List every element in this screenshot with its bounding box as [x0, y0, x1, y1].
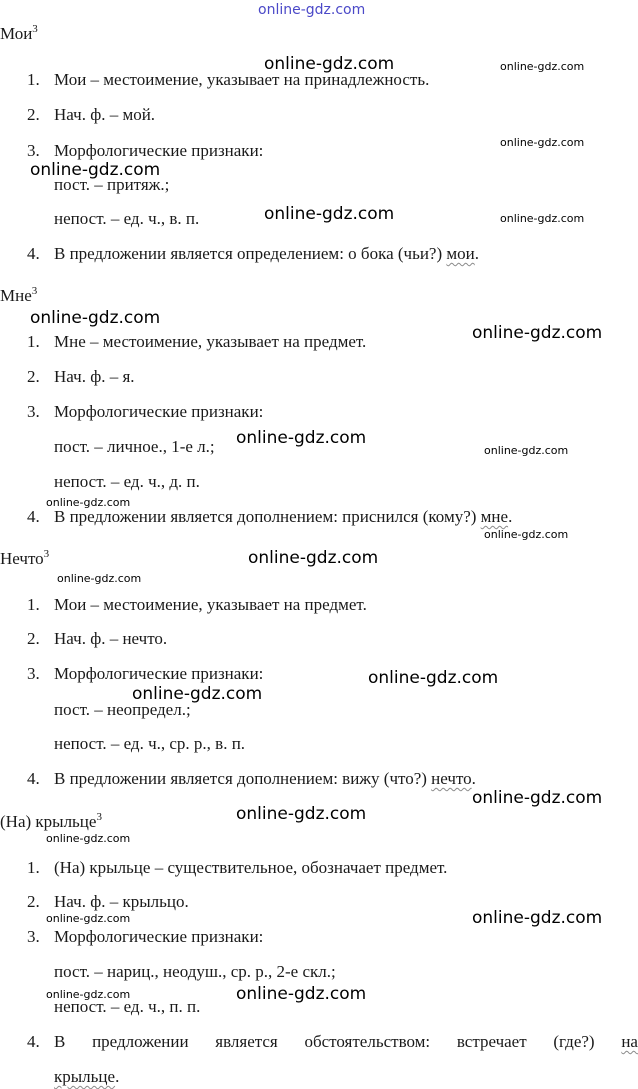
item-number: 3. [27, 141, 40, 160]
answer-word: на [621, 1032, 638, 1051]
watermark: online-gdz.com [472, 788, 603, 808]
item-number: 2. [27, 629, 40, 648]
watermark: online-gdz.com [30, 160, 161, 180]
watermark: online-gdz.com [46, 832, 131, 845]
answer-word: мне [480, 507, 509, 526]
item-text: В предложении является обстоятельством: встречает (где?) на [54, 1032, 638, 1051]
watermark: online-gdz.com [472, 908, 603, 928]
watermark: online-gdz.com [500, 212, 585, 225]
item-text: Мои – местоимение, указывает на предмет. [54, 595, 367, 614]
item-text: (На) крыльце – существительное, обозначает предмет. [54, 858, 448, 877]
section-title: Мои$^3$ [0, 23, 38, 43]
item-number: 1. [27, 70, 40, 89]
item-subtext: непост. – ед. ч., в. п. [54, 209, 200, 228]
item-text: Нач. ф. – я. [54, 367, 135, 386]
watermark: online-gdz.com [132, 684, 263, 704]
item-text: В предложении является дополнением: приснился (кому?) мне. [54, 507, 513, 526]
item-number: 3. [27, 402, 40, 421]
item-text: Морфологические признаки: [54, 141, 264, 160]
item-text: Морфологические признаки: [54, 402, 264, 421]
watermark: online-gdz.com [248, 548, 379, 568]
section-title: Мне$^3$ [0, 285, 38, 305]
item-text-continued: крыльце. [54, 1067, 120, 1086]
item-number: 2. [27, 892, 40, 911]
top-watermark: online-gdz.com [258, 2, 366, 18]
answer-word: крыльце [54, 1067, 116, 1086]
watermark: online-gdz.com [46, 912, 131, 925]
answer-word: нечто [431, 769, 472, 788]
watermark: online-gdz.com [484, 528, 569, 541]
item-text: Нач. ф. – крыльцо. [54, 892, 189, 911]
item-subtext: пост. – личное., 1-е л.; [54, 437, 215, 456]
item-number: 1. [27, 858, 40, 877]
watermark: online-gdz.com [30, 308, 161, 328]
watermark: online-gdz.com [500, 60, 585, 73]
watermark: online-gdz.com [236, 804, 367, 824]
watermark: online-gdz.com [484, 444, 569, 457]
watermark: online-gdz.com [46, 496, 131, 509]
section-title: (На) крыльце$^3$ [0, 811, 102, 831]
item-number: 2. [27, 105, 40, 124]
item-subtext: непост. – ед. ч., п. п. [54, 997, 201, 1016]
item-text: В предложении является дополнением: вижу (что?) нечто. [54, 769, 476, 788]
item-number: 3. [27, 927, 40, 946]
watermark: online-gdz.com [46, 988, 131, 1001]
item-number: 2. [27, 367, 40, 386]
watermark: online-gdz.com [472, 323, 603, 343]
item-number: 4. [27, 769, 40, 788]
item-text: Нач. ф. – нечто. [54, 629, 168, 648]
answer-word: мои [446, 244, 475, 263]
watermark: online-gdz.com [500, 136, 585, 149]
watermark: online-gdz.com [236, 428, 367, 448]
item-subtext: пост. – нариц., неодуш., ср. р., 2-е скл.; [54, 962, 336, 981]
item-number: 4. [27, 507, 40, 526]
watermark: online-gdz.com [236, 984, 367, 1004]
item-text: Морфологические признаки: [54, 664, 264, 683]
item-text: В предложении является определением: о бока (чьи?) мои. [54, 244, 479, 263]
item-subtext: непост. – ед. ч., ср. р., в. п. [54, 734, 246, 753]
item-text: Мои – местоимение, указывает на принадлежность. [54, 70, 430, 89]
item-text: Морфологические признаки: [54, 927, 264, 946]
item-number: 1. [27, 595, 40, 614]
item-text: Мне – местоимение, указывает на предмет. [54, 332, 367, 351]
watermark: online-gdz.com [368, 668, 499, 688]
item-subtext: непост. – ед. ч., д. п. [54, 472, 200, 491]
item-subtext: пост. – неопредел.; [54, 700, 191, 719]
item-text: Нач. ф. – мой. [54, 105, 156, 124]
item-number: 4. [27, 1032, 40, 1051]
section-title: Нечто$^3$ [0, 548, 50, 568]
item-number: 4. [27, 244, 40, 263]
item-number: 1. [27, 332, 40, 351]
watermark: online-gdz.com [264, 204, 395, 224]
watermark: online-gdz.com [264, 54, 395, 74]
item-subtext: пост. – притяж.; [54, 175, 170, 194]
watermark: online-gdz.com [57, 572, 142, 585]
item-number: 3. [27, 664, 40, 683]
